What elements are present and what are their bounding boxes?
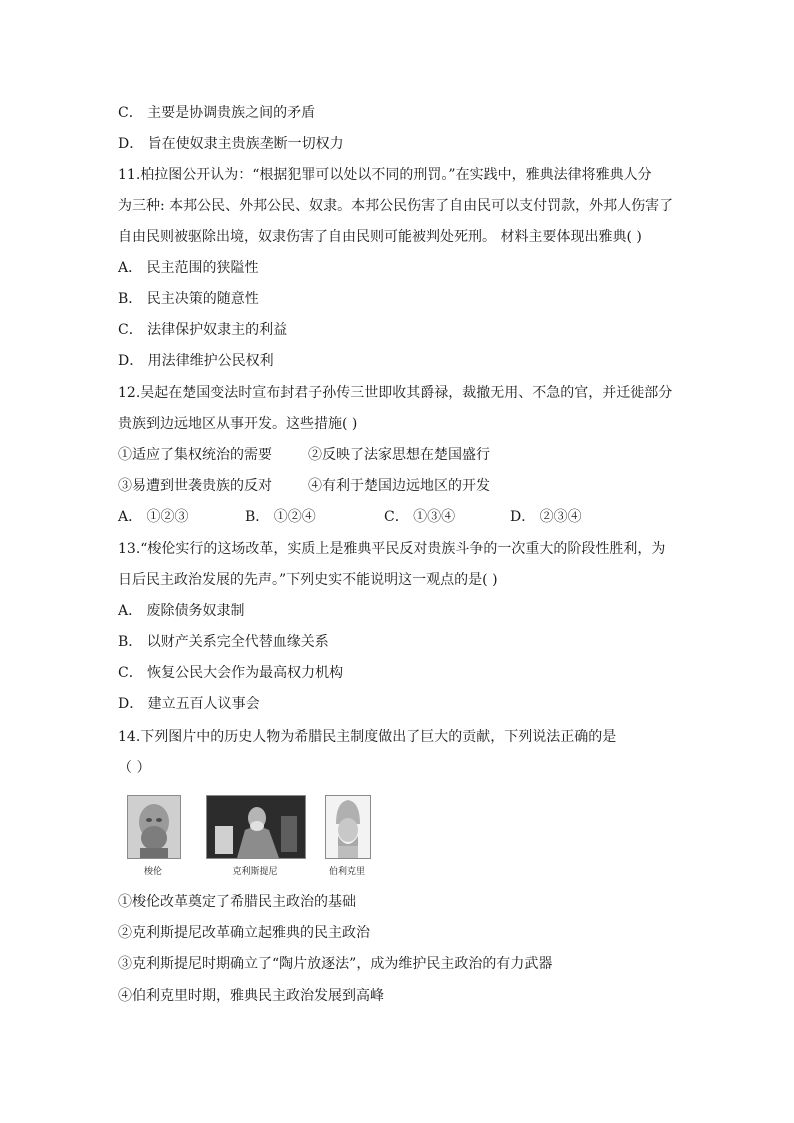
q13-stem-line-1: 13.“梭伦实行的这场改革，实质上是雅典平民反对贵族斗争的一次重大的阶段性胜利，为	[118, 541, 666, 557]
q13-stem-line-2: 日后民主政治发展的先声。”下列史实不能说明这一观点的是( )	[118, 572, 498, 588]
q12-choice-d: D． ②③④	[510, 509, 582, 525]
q12-statement-2: ②反映了法家思想在楚国盛行	[308, 447, 490, 463]
q12-stem-line-2: 贵族到边远地区从事开发。这些措施( )	[118, 416, 358, 432]
q11-option-d: D． 用法律维护公民权利	[118, 353, 274, 369]
q12-statement-1: ①适应了集权统治的需要	[118, 447, 272, 463]
q12-choice-a: A． ①②③	[118, 509, 189, 525]
q11-option-a: A． 民主范围的狭隘性	[118, 260, 259, 276]
solon-caption: 梭伦	[143, 867, 162, 877]
q14-statement-1: ①梭伦改革奠定了希腊民主政治的基础	[118, 894, 356, 910]
q12-choice-b: B． ①②④	[245, 509, 316, 525]
solon-portrait-image	[127, 795, 181, 859]
q11-option-b: B． 民主决策的随意性	[118, 291, 259, 307]
q14-statement-4: ④伯利克里时期，雅典民主政治发展到高峰	[118, 988, 384, 1004]
q12-statement-4: ④有利于楚国边远地区的开发	[308, 478, 490, 494]
q13-option-b: B． 以财产关系完全代替血缘关系	[118, 634, 329, 650]
q11-stem-line-3: 自由民则被驱除出境，奴隶伤害了自由民则可能被判处死刑。 材料主要体现出雅典( )	[118, 229, 642, 245]
q14-stem-line-1: 14.下列图片中的历史人物为希腊民主制度做出了巨大的贡献，下列说法正确的是	[118, 729, 617, 745]
q14-statement-3: ③克利斯提尼时期确立了“陶片放逐法”，成为维护民主政治的有力武器	[118, 956, 553, 972]
q11-option-c: C． 法律保护奴隶主的利益	[118, 322, 288, 338]
q12-stem-line-1: 12.吴起在楚国变法时宣布封君子孙传三世即收其爵禄，裁撤无用、不急的官，并迁徙部分	[118, 385, 673, 401]
q13-option-d: D． 建立五百人议事会	[118, 696, 260, 712]
pericles-portrait-image	[325, 795, 371, 859]
q11-stem-line-2: 为三种: 本邦公民、外邦公民、奴隶。本邦公民伤害了自由民可以支付罚款，外邦人伤害了	[118, 198, 674, 214]
q12-choice-c: C． ①③④	[384, 509, 456, 525]
cleisthenes-caption: 克利斯提尼	[232, 867, 278, 877]
pericles-caption: 伯利克里	[328, 867, 365, 877]
q13-option-a: A． 废除债务奴隶制	[118, 603, 245, 619]
q12-statement-3: ③易遭到世袭贵族的反对	[118, 478, 272, 494]
q10-option-d: D． 旨在使奴隶主贵族垄断一切权力	[118, 136, 344, 152]
q13-option-c: C． 恢复公民大会作为最高权力机构	[118, 665, 344, 681]
q10-option-c: C． 主要是协调贵族之间的矛盾	[118, 105, 316, 121]
q14-stem-line-2: （ ）	[118, 760, 151, 776]
cleisthenes-portrait-image	[206, 795, 306, 859]
q14-statement-2: ②克利斯提尼改革确立起雅典的民主政治	[118, 925, 370, 941]
q11-stem-line-1: 11.柏拉图公开认为：“根据犯罪可以处以不同的刑罚。”在实践中，雅典法律将雅典人分	[118, 167, 652, 183]
